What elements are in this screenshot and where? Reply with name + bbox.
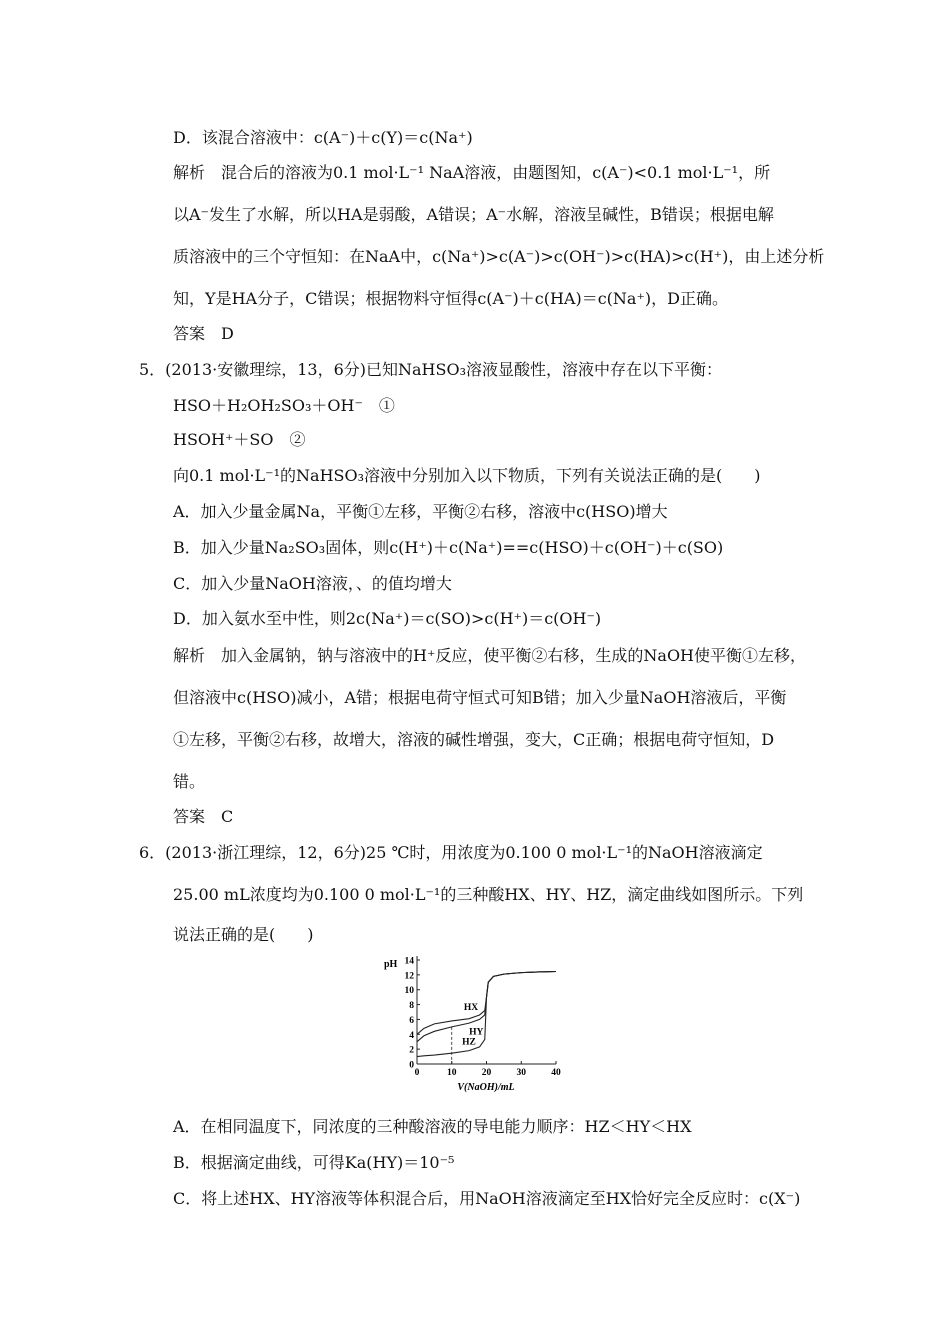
q6-option-b: B．根据滴定曲线，可得Ka(HY)＝10⁻⁵ (173, 1153, 455, 1172)
y-tick-label-2: 4 (409, 1030, 414, 1041)
q5-analysis-line-1: 解析 加入金属钠，钠与溶液中的H⁺反应，使平衡②右移，生成的NaOH使平衡①左移， (173, 646, 807, 665)
titration-chart (380, 952, 580, 1094)
x-tick-label-2: 20 (481, 1068, 492, 1078)
titration-chart-svg (380, 952, 580, 1094)
q5-option-c: C．加入少量NaOH溶液，、的值均增大 (173, 574, 452, 593)
x-tick-label-1: 10 (447, 1068, 457, 1078)
x-tick-label-4: 40 (551, 1068, 561, 1078)
q4-analysis-line-3: 质溶液中的三个守恒知：在NaA中，c(Na⁺)>c(A⁻)>c(OH⁻)>c(HA)>c(H⁺)，由上述分析 (173, 247, 825, 266)
y-tick-label-7: 14 (404, 956, 414, 967)
series-label-hz: HZ (462, 1037, 476, 1048)
y-tick-label-4: 8 (409, 1001, 414, 1012)
q6-stem-line-2: 25.00 mL浓度均为0.100 0 mol·L⁻¹的三种酸HX、HY、HZ，滴定曲线如图所示。下列 (173, 885, 804, 904)
series-hz-line (417, 972, 556, 1057)
q5-analysis-line-4: 错。 (173, 772, 206, 791)
q6-stem-line-3: 说法正确的是( ) (173, 925, 314, 944)
q4-analysis-line-4: 知，Y是HA分子，C错误；根据物料守恒得c(A⁻)＋c(HA)＝c(Na⁺)，D正确。 (173, 289, 728, 308)
q5-stem: 5．(2013·安徽理综，13，6分)已知NaHSO₃溶液显酸性，溶液中存在以下平衡： (139, 360, 722, 379)
q6-option-c: C．将上述HX、HY溶液等体积混合后，用NaOH溶液滴定至HX恰好完全反应时：c(X⁻) (173, 1189, 801, 1208)
q4-analysis-line-2: 以A⁻发生了水解，所以HA是弱酸，A错误；A⁻水解，溶液呈碱性，B错误；根据电解 (173, 205, 774, 224)
x-axis-label: V(NaOH)/mL (457, 1082, 515, 1093)
q5-option-d: D．加入氨水至中性，则2c(Na⁺)＝c(SO)>c(H⁺)＝c(OH⁻) (173, 609, 602, 628)
q6-option-a: A．在相同温度下，同浓度的三种酸溶液的导电能力顺序：HZ＜HY＜HX (173, 1117, 692, 1136)
y-tick-label-3: 6 (409, 1015, 414, 1026)
y-tick-label-1: 2 (409, 1045, 414, 1056)
q6-stem-line-1: 6．(2013·浙江理综，12，6分)25 ℃时，用浓度为0.100 0 mol·L⁻¹的NaOH溶液滴定 (139, 843, 763, 862)
q4-option-d: D．该混合溶液中：c(A⁻)＋c(Y)＝c(Na⁺) (173, 128, 473, 147)
q5-option-b: B．加入少量Na₂SO₃固体，则c(H⁺)＋c(Na⁺)==c(HSO)＋c(OH⁻)＋c(SO) (173, 538, 724, 557)
y-axis-label: pH (384, 959, 398, 970)
y-tick-label-5: 10 (404, 986, 414, 997)
q5-option-a: A．加入少量金属Na，平衡①左移，平衡②右移，溶液中c(HSO)增大 (173, 502, 668, 521)
q5-answer: 答案 C (173, 807, 234, 826)
y-tick-label-6: 12 (404, 971, 414, 982)
q5-equilibrium-1: HSO＋H₂OH₂SO₃＋OH⁻ ① (173, 396, 395, 415)
series-label-hy: HY (469, 1027, 484, 1038)
q5-analysis-line-3: ①左移，平衡②右移，故增大，溶液的碱性增强，变大，C正确；根据电荷守恒知，D (173, 730, 775, 749)
series-label-hx: HX (463, 1002, 479, 1013)
q5-analysis-line-2: 但溶液中c(HSO)减小，A错；根据电荷守恒式可知B错；加入少量NaOH溶液后，平衡 (173, 688, 787, 707)
y-tick-label-0: 0 (409, 1060, 414, 1071)
q5-equilibrium-2: HSOH⁺＋SO ② (173, 430, 306, 449)
q4-answer: 答案 D (173, 324, 234, 343)
x-tick-label-0: 0 (414, 1068, 420, 1078)
q5-question: 向0.1 mol·L⁻¹的NaHSO₃溶液中分别加入以下物质，下列有关说法正确的是( ) (173, 466, 761, 485)
x-tick-label-3: 30 (516, 1068, 526, 1078)
q4-analysis-line-1: 解析 混合后的溶液为0.1 mol·L⁻¹ NaA溶液，由题图知，c(A⁻)<0.1 mol·L⁻¹，所 (173, 163, 771, 182)
